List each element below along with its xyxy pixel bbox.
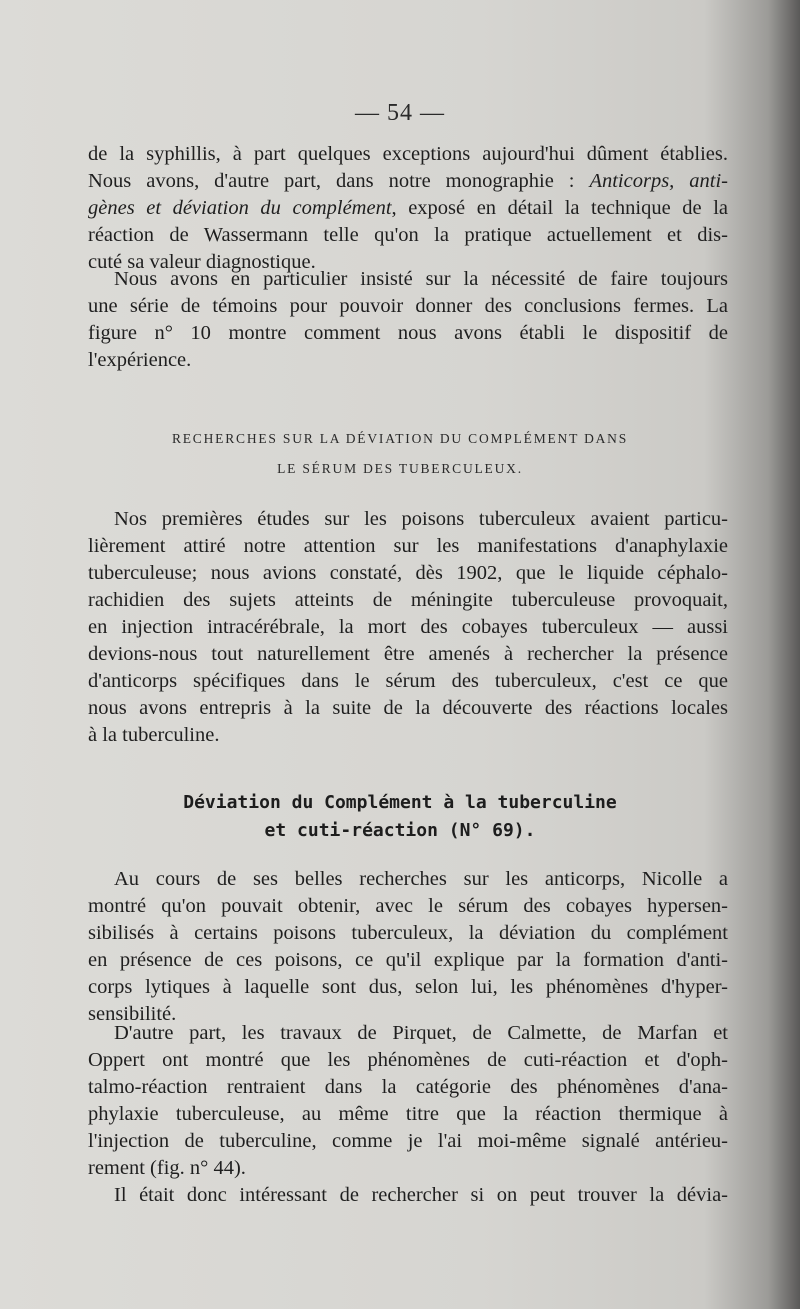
paragraph-6 (88, 1182, 728, 1209)
book-title: Anticorps, anti- (589, 170, 728, 192)
text-line: rement (fig. n° 44). (88, 1157, 246, 1179)
text-line: Au cours de ses belles recherches sur les anticorps, Nicolle a (114, 868, 728, 890)
paragraph-2 (88, 266, 728, 374)
text-line: lièrement attiré notre attention sur les manifestations d'anaphylaxie (88, 535, 728, 557)
text-line: de la syphillis, à part quelques exceptions aujourd'hui dûment établies. (88, 143, 728, 165)
page-number: — 54 — (355, 100, 445, 126)
text-line: D'autre part, les travaux de Pirquet, de Calmette, de Marfan et (114, 1022, 728, 1044)
text-line: réaction de Wassermann telle qu'on la pratique actuellement et dis- (88, 224, 728, 246)
subsection-heading (0, 789, 800, 845)
text-line: l'expérience. (88, 349, 192, 371)
text-line: sibilisés à certains poisons tuberculeux, la déviation du complément (88, 922, 728, 944)
text-line: Nous avons en particulier insisté sur la nécessité de faire toujours (114, 268, 728, 290)
subsection-heading-line: Déviation du Complément à la tuberculine (183, 792, 617, 813)
text-line: corps lytiques à laquelle sont dus, selon lui, les phénomènes d'hyper- (88, 976, 728, 998)
text-line: en présence de ces poisons, ce qu'il explique par la formation d'anti- (88, 949, 728, 971)
text-line: tuberculeuse; nous avions constaté, dès 1902, que le liquide céphalo- (88, 562, 728, 584)
text-line: en injection intracérébrale, la mort des cobayes tuberculeux — aussi (88, 616, 728, 638)
text-span: , exposé en détail la technique de la (391, 197, 728, 219)
section-heading-line: RECHERCHES SUR LA DÉVIATION DU COMPLÉMENT DANS (171, 431, 629, 446)
paragraph-3 (88, 506, 728, 749)
text-line: l'injection de tuberculine, comme je l'ai moi-même signalé antérieu- (88, 1130, 728, 1152)
text-line: d'anticorps spécifiques dans le sérum des tuberculeux, c'est ce que (88, 670, 728, 692)
text-line: Il était donc intéressant de rechercher si on peut trouver la dévia- (114, 1184, 728, 1206)
text-line: talmo-réaction rentraient dans la catégorie des phénomènes d'ana- (88, 1076, 728, 1098)
text-line: une série de témoins pour pouvoir donner des conclusions fermes. La (88, 295, 728, 317)
subsection-heading-line: et cuti-réaction (N° 69). (264, 820, 536, 841)
paragraph-1 (88, 141, 728, 276)
paragraph-5 (88, 1020, 728, 1182)
text-line (88, 168, 728, 195)
text-line: montré qu'on pouvait obtenir, avec le sérum des cobayes hypersen- (88, 895, 728, 917)
text-line: rachidien des sujets atteints de méningite tuberculeuse provoquait, (88, 589, 728, 611)
text-line: nous avons entrepris à la suite de la découverte des réactions locales (88, 697, 728, 719)
paragraph-4 (88, 866, 728, 1028)
book-title-continued: gènes et déviation du complément (88, 197, 392, 219)
text-line: phylaxie tuberculeuse, au même titre que la réaction thermique à (88, 1103, 728, 1125)
text-line (88, 195, 728, 222)
section-heading (0, 424, 800, 484)
section-heading-line: LE SÉRUM DES TUBERCULEUX. (277, 461, 523, 476)
text-line: Oppert ont montré que les phénomènes de cuti-réaction et d'oph- (88, 1049, 728, 1071)
text-line: à la tuberculine. (88, 724, 220, 746)
text-line: figure n° 10 montre comment nous avons établi le dispositif de (88, 322, 728, 344)
text-line: devions-nous tout naturellement être amenés à rechercher la présence (88, 643, 728, 665)
text-line: cuté sa valeur diagnostique. (88, 251, 316, 273)
text-line: sensibilité. (88, 1003, 177, 1025)
text-line: Nos premières études sur les poisons tuberculeux avaient particu- (114, 508, 728, 530)
text-span: Nous avons, d'autre part, dans notre monographie : (88, 170, 590, 192)
